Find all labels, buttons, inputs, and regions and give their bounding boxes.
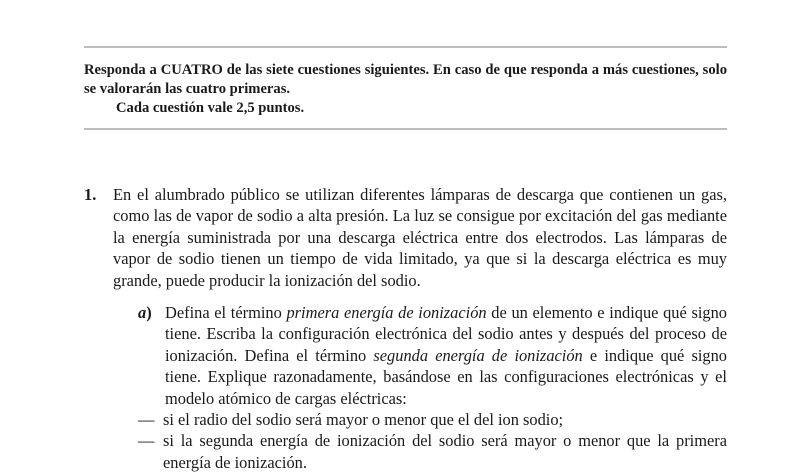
part-a-letter: a — [138, 303, 147, 323]
dash-bullet: — — [138, 431, 155, 451]
question-statement: En el alumbrado público se utilizan diferentes lámparas de descarga que contienen un gas, como las de vapor de sodio a alta presión. La luz se consigue por excitación del gas mediante la energía suministrada por una descarga eléctrica entre dos electrodos. Las lámparas de vapor de sodio tienen un tiempo de vida limitado, ya que si la descarga eléctrica es muy grande, puede producir la ionización del sodio. — [113, 185, 727, 290]
part-a-text — [165, 302, 727, 409]
question-1 — [84, 184, 727, 473]
instructions-box — [84, 46, 727, 130]
part-a-body — [165, 302, 727, 409]
dash-item-text: si la segunda energía de ionización del sodio será mayor o menor que la primera energía de ionización. — [163, 431, 727, 472]
dash-item-2 — [138, 430, 727, 473]
instructions-line-2: Cada cuestión vale 2,5 puntos. — [116, 100, 305, 116]
part-a-text-2: de un elemento e indique qué signo tiene. Escriba la configuración electrónica del sodio antes y después del proceso de ionización. Defina el término — [165, 303, 727, 365]
question-number: 1. — [84, 185, 97, 204]
term-second-ionization-energy: segunda energía de ionización — [373, 345, 583, 365]
question-body — [113, 184, 727, 473]
term-first-ionization-energy: primera energía de ionización — [286, 303, 487, 323]
part-a-text-1: Defina el término — [165, 303, 287, 323]
bottom-divider — [84, 128, 727, 130]
instructions-text — [84, 48, 727, 128]
part-a-paren: ) — [146, 303, 152, 323]
instructions-line-1: Responda a CUATRO de las siete cuestiones siguientes. En caso de que responda a más cuestiones, solo se valorarán las cuatro primeras. — [84, 62, 727, 97]
part-a-label — [138, 302, 152, 323]
dash-item-1 — [138, 409, 727, 430]
dash-item-text: si el radio del sodio será mayor o menor que el del ion sodio; — [163, 410, 564, 430]
dash-bullet: — — [138, 410, 155, 430]
part-a — [138, 302, 727, 473]
part-a-text-3: e indique qué signo tiene. Explique razonadamente, basándose en las configuraciones electrónicas y el modelo atómico de cargas eléctricas: — [165, 345, 727, 408]
